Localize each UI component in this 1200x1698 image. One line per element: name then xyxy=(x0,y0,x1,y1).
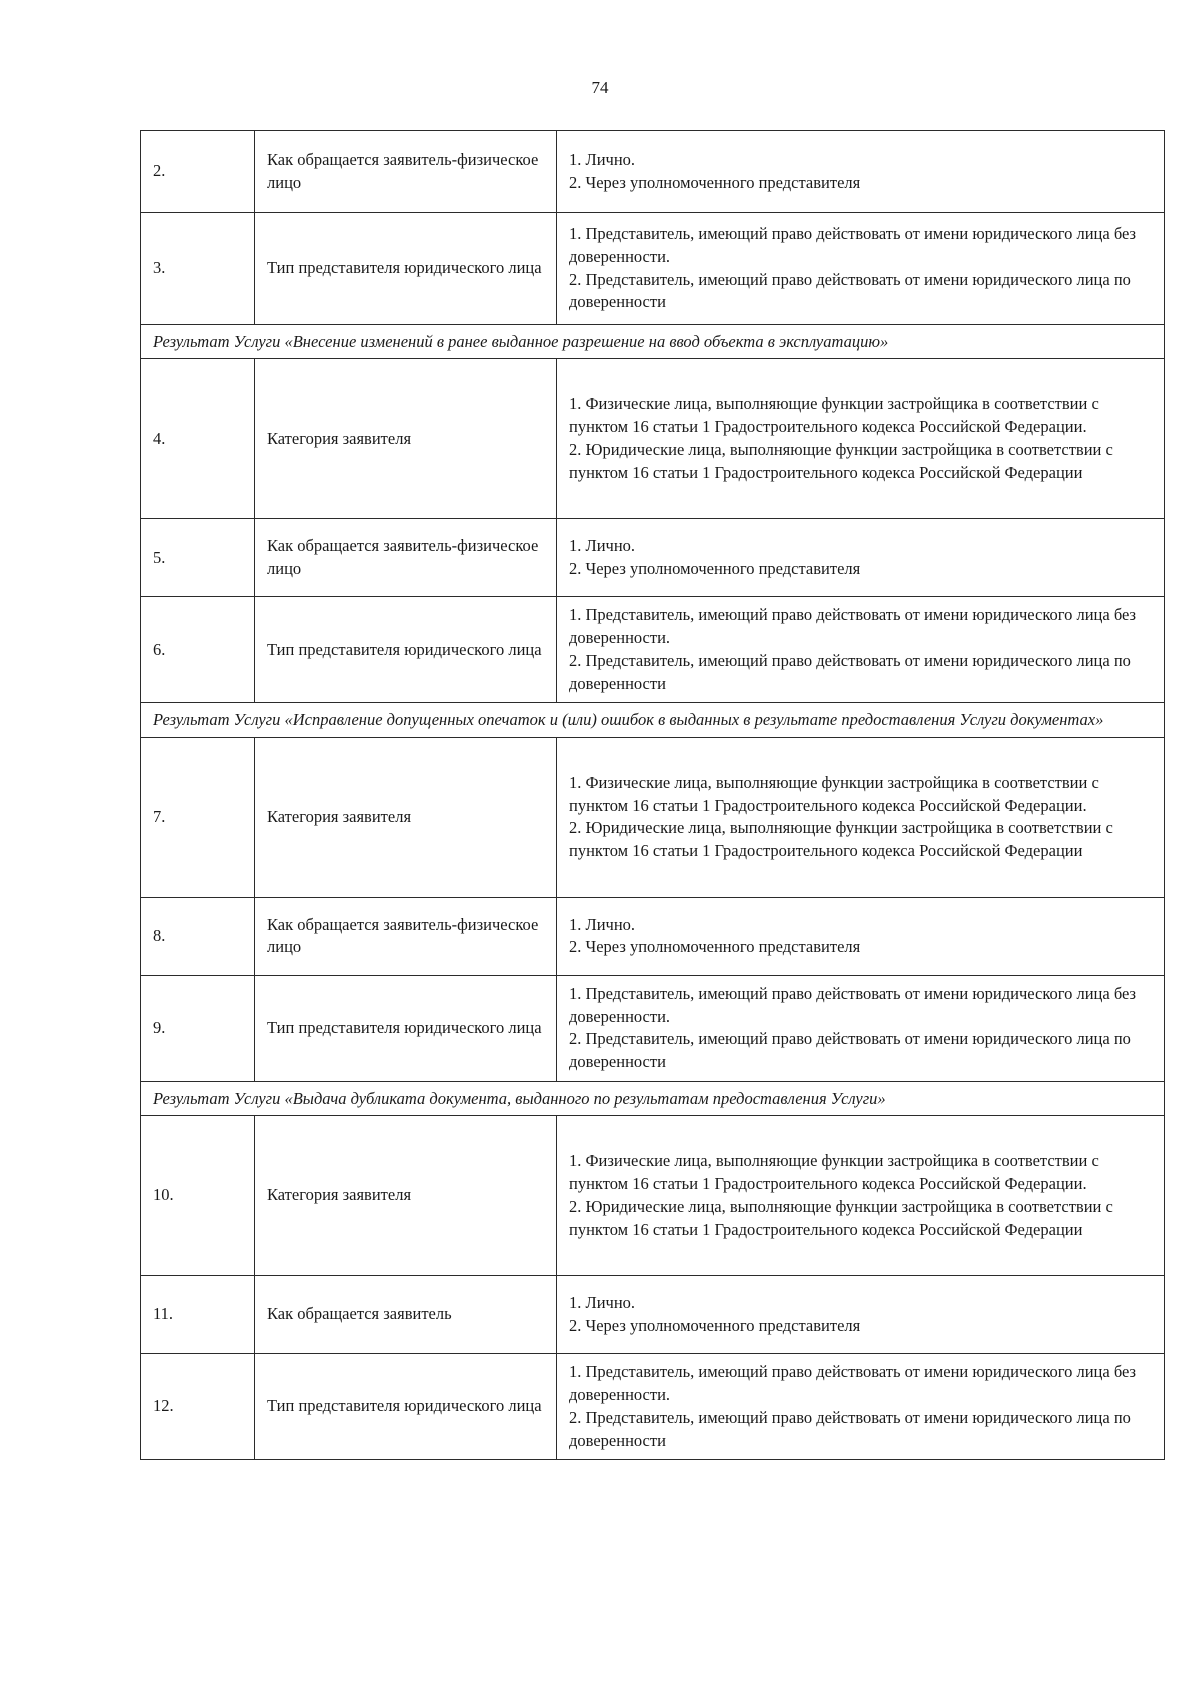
value-item: 1. Физические лица, выполняющие функции застройщика в соответствии с пунктом 16 статьи 1 Градостроительного кодекса Российской Федерации. xyxy=(569,772,1099,815)
row-number: 6. xyxy=(141,597,255,703)
table-row xyxy=(141,975,1165,1081)
row-values xyxy=(557,737,1165,897)
row-criterion: Как обращается заявитель xyxy=(255,1276,557,1354)
table-row xyxy=(141,597,1165,703)
row-values xyxy=(557,213,1165,325)
row-values xyxy=(557,1116,1165,1276)
table-row xyxy=(141,359,1165,519)
value-item: 2. Через уполномоченного представителя xyxy=(569,558,861,578)
table-row xyxy=(141,213,1165,325)
value-item: 1. Представитель, имеющий право действовать от имени юридического лица без доверенности. xyxy=(569,1362,1137,1405)
value-item: 2. Представитель, имеющий право действовать от имени юридического лица по доверенности xyxy=(569,269,1131,312)
row-criterion: Как обращается заявитель-физическое лицо xyxy=(255,131,557,213)
row-number: 12. xyxy=(141,1354,255,1460)
value-item: 1. Представитель, имеющий право действовать от имени юридического лица без доверенности. xyxy=(569,223,1137,266)
value-item: 2. Юридические лица, выполняющие функции застройщика в соответствии с пунктом 16 статьи 1 Градостроительного кодекса Российской Федерации xyxy=(569,439,1113,482)
row-values xyxy=(557,519,1165,597)
value-item: 2. Через уполномоченного представителя xyxy=(569,1315,861,1335)
row-number: 10. xyxy=(141,1116,255,1276)
row-values xyxy=(557,1276,1165,1354)
row-values xyxy=(557,597,1165,703)
table-row xyxy=(141,897,1165,975)
row-number: 4. xyxy=(141,359,255,519)
row-number: 5. xyxy=(141,519,255,597)
row-criterion: Тип представителя юридического лица xyxy=(255,213,557,325)
row-criterion: Категория заявителя xyxy=(255,359,557,519)
value-item: 1. Лично. xyxy=(569,1293,636,1313)
value-item: 2. Юридические лица, выполняющие функции застройщика в соответствии с пунктом 16 статьи 1 Градостроительного кодекса Российской Федерации xyxy=(569,1196,1113,1239)
row-number: 2. xyxy=(141,131,255,213)
value-item: 2. Через уполномоченного представителя xyxy=(569,172,861,192)
section-row xyxy=(141,1081,1165,1115)
table-body xyxy=(141,131,1165,1460)
value-item: 1. Физические лица, выполняющие функции застройщика в соответствии с пунктом 16 статьи 1 Градостроительного кодекса Российской Федерации. xyxy=(569,1151,1099,1194)
applicant-criteria-table xyxy=(140,130,1165,1460)
row-values xyxy=(557,359,1165,519)
row-criterion: Как обращается заявитель-физическое лицо xyxy=(255,519,557,597)
row-criterion: Категория заявителя xyxy=(255,737,557,897)
row-number: 11. xyxy=(141,1276,255,1354)
row-criterion: Категория заявителя xyxy=(255,1116,557,1276)
section-row xyxy=(141,703,1165,737)
table-row xyxy=(141,1354,1165,1460)
row-values xyxy=(557,1354,1165,1460)
value-item: 1. Представитель, имеющий право действовать от имени юридического лица без доверенности. xyxy=(569,605,1137,648)
row-criterion: Тип представителя юридического лица xyxy=(255,975,557,1081)
section-row xyxy=(141,325,1165,359)
value-item: 2. Представитель, имеющий право действовать от имени юридического лица по доверенности xyxy=(569,650,1131,693)
table-row xyxy=(141,737,1165,897)
row-values xyxy=(557,131,1165,213)
value-item: 1. Представитель, имеющий право действовать от имени юридического лица без доверенности. xyxy=(569,983,1137,1026)
row-values xyxy=(557,897,1165,975)
row-criterion: Как обращается заявитель-физическое лицо xyxy=(255,897,557,975)
row-criterion: Тип представителя юридического лица xyxy=(255,1354,557,1460)
table-row xyxy=(141,1276,1165,1354)
value-item: 1. Физические лица, выполняющие функции застройщика в соответствии с пунктом 16 статьи 1 Градостроительного кодекса Российской Федерации. xyxy=(569,394,1099,437)
section-title: Результат Услуги «Исправление допущенных опечаток и (или) ошибок в выданных в результате предоставления Услуги документах» xyxy=(141,703,1165,737)
value-item: 2. Юридические лица, выполняющие функции застройщика в соответствии с пунктом 16 статьи 1 Градостроительного кодекса Российской Федерации xyxy=(569,818,1113,861)
row-number: 9. xyxy=(141,975,255,1081)
section-title: Результат Услуги «Выдача дубликата документа, выданного по результатам предоставления Услуги» xyxy=(141,1081,1165,1115)
table-row xyxy=(141,131,1165,213)
value-item: 2. Представитель, имеющий право действовать от имени юридического лица по доверенности xyxy=(569,1029,1131,1072)
table-row xyxy=(141,519,1165,597)
page-number: 74 xyxy=(591,78,609,97)
row-number: 8. xyxy=(141,897,255,975)
row-criterion: Тип представителя юридического лица xyxy=(255,597,557,703)
row-number: 7. xyxy=(141,737,255,897)
value-item: 1. Лично. xyxy=(569,149,636,169)
row-values xyxy=(557,975,1165,1081)
section-title: Результат Услуги «Внесение изменений в ранее выданное разрешение на ввод объекта в эксплуатацию» xyxy=(141,325,1165,359)
value-item: 2. Через уполномоченного представителя xyxy=(569,937,861,957)
value-item: 1. Лично. xyxy=(569,536,636,556)
value-item: 1. Лично. xyxy=(569,914,636,934)
row-number: 3. xyxy=(141,213,255,325)
table-row xyxy=(141,1116,1165,1276)
value-item: 2. Представитель, имеющий право действовать от имени юридического лица по доверенности xyxy=(569,1407,1131,1450)
